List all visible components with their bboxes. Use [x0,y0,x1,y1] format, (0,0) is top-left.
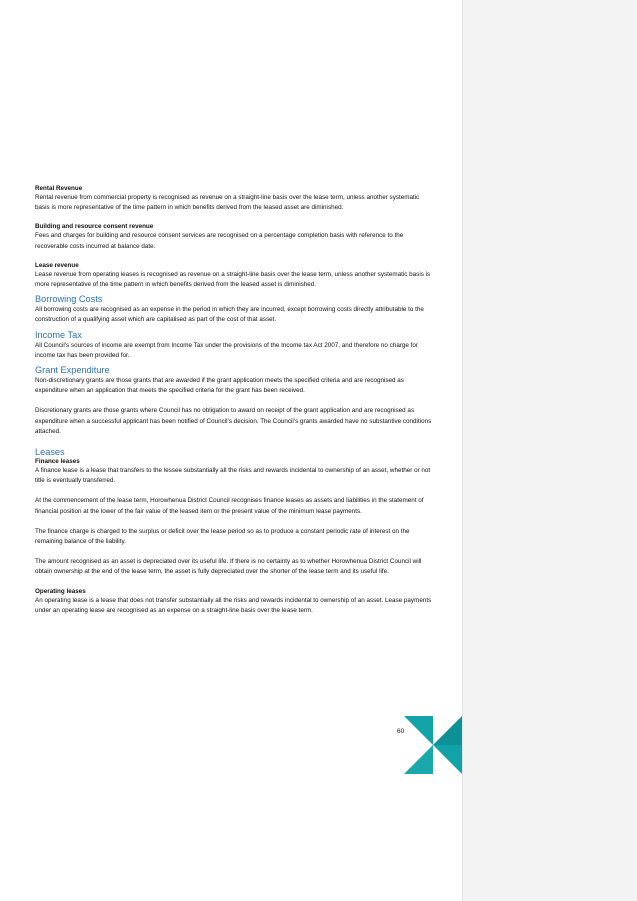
heading-income-tax: Income Tax [35,329,82,340]
paragraph-income-tax: All Council’s sources of income are exempt from Income Tax under the provisions of the Income tax Act 2007, and therefore no charge for income tax has been provided for. [35,341,419,359]
paragraph-finance-lease-1: A finance lease is a lease that transfers to the lessee substantially all the risks and rewards incidental to ownership of an asset, whether or not title is eventually transferred. [35,467,431,485]
paragraph-consent-revenue: Fees and charges for building and resource consent services are recognised on a percentage completion basis with reference to the recoverable costs incurred at balance date. [35,232,404,250]
paragraph-rental-revenue: Rental revenue from commercial property is recognised as revenue on a straight-line basis over the lease term, unless another systematic basis is more representative of the time pattern in which benefits derived from the leased asset are diminished. [35,194,420,212]
subheading-operating-leases: Operating leases [35,587,86,595]
heading-borrowing-costs: Borrowing Costs [35,294,103,305]
paragraph-lease-revenue: Lease revenue from operating leases is recognised as revenue on a straight-line basis over the lease term, unless another systematic basis is more representative of the time pattern in which benefits derived from the leased asset is diminished. [35,270,431,289]
paragraph-finance-lease-2: At the commencement of the lease term, Horowhenua District Council recognises finance leases as assets and liabilities in the statement of financial position at the lower of the fair value of the leased item or the present value of the minimum lease payments. [35,497,424,515]
paragraph-finance-lease-4: The amount recognised as an asset is depreciated over its useful life. If there is no certainty as to whether Horowhenua District Council will obtain ownership at the end of the lease term, the asset is fully depreciated over the shorter of the lease term and its useful life. [35,558,422,576]
page-number: 60 [397,728,405,735]
document-page [35,185,433,616]
subheading-lease-revenue: Lease revenue [35,261,79,269]
heading-leases: Leases [35,447,65,458]
comment-margin-pane [462,0,637,901]
paragraph-operating-lease: An operating lease is a lease that does not transfer substantially all the risks and rewards incidental to ownership of an asset. Lease payments under an operating lease are recognised as an expense on a straight-line basis over the lease term. [35,596,432,614]
paragraph-grant-discretionary: Discretionary grants are those grants where Council has no obligation to award on receipt of the grant application and are recognised as expenditure when a successful applicant has been notified of Council’s decision. The Council’s grants awarded have no substantive conditions attached. [35,407,432,435]
subheading-finance-leases: Finance leases [35,458,80,466]
heading-grant-expenditure: Grant Expenditure [35,365,110,376]
subheading-rental-revenue: Rental Revenue [35,185,83,192]
paragraph-grant-nondiscretionary: Non-discretionary grants are those grants that are awarded if the grant application meets the specified criteria and are recognised as expenditure when an application that meets the specified criteria for the grant has been received. [35,377,404,395]
paragraph-finance-lease-3: The finance charge is charged to the surplus or deficit over the lease period so as to produce a constant periodic rate of interest on the remaining balance of the liability. [35,527,410,546]
paragraph-borrowing-costs: All borrowing costs are recognised as an expense in the period in which they are incurred, except borrowing costs directly attributable to the construction of a qualifying asset which are capitalised as part of the cost of that asset. [35,306,424,324]
subheading-consent-revenue: Building and resource consent revenue [35,223,154,231]
council-logo-triangles-icon [404,716,462,774]
